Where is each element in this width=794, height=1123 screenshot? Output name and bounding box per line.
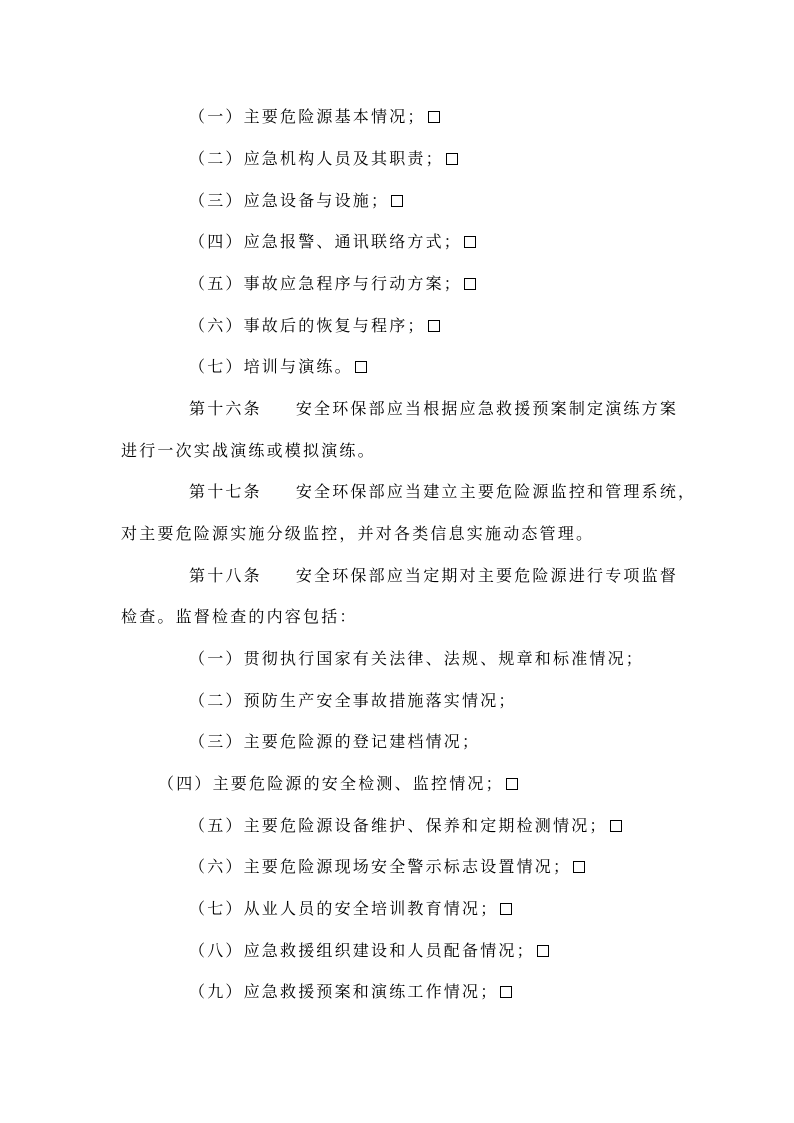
list-item-text: （六）主要危险源现场安全警示标志设置情况； [189,857,572,876]
checkbox-icon[interactable] [355,361,367,373]
list-item [189,357,367,377]
checkbox-icon[interactable] [428,320,440,332]
paragraph-text: 检查。监督检查的内容包括： [121,607,358,626]
list-item-text: （八）应急救援组织建设和人员配备情况； [189,941,535,960]
list-item-text: （一）主要危险源基本情况； [189,107,426,126]
checkbox-icon[interactable] [506,778,518,790]
checkbox-icon[interactable] [573,861,585,873]
article-paragraph [189,482,696,502]
list-item-text: （六）事故后的恢复与程序； [189,316,426,335]
paragraph-continuation [121,524,594,544]
checkbox-icon[interactable] [391,195,403,207]
checkbox-icon[interactable] [610,820,622,832]
list-item-text: （七）从业人员的安全培训教育情况； [189,899,499,918]
list-item-text: （一）贯彻执行国家有关法律、法规、规章和标准情况； [189,649,645,668]
article-paragraph [189,399,678,419]
paragraph-continuation [121,441,376,461]
list-item [189,316,440,336]
paragraph-text: 进行一次实战演练或模拟演练。 [121,441,376,460]
paragraph-text: 安全环保部应当根据应急救援预案制定演练方案 [295,399,679,418]
list-item [189,941,549,961]
list-item [189,732,480,752]
checkbox-icon[interactable] [446,153,458,165]
list-item [189,691,517,711]
paragraph-text: 安全环保部应当定期对主要危险源进行专项监督 [295,566,679,585]
checkbox-icon[interactable] [464,236,476,248]
paragraph-text: 安全环保部应当建立主要危险源监控和管理系统， [295,482,697,501]
list-item-text: （九）应急救援预案和演练工作情况； [189,982,499,1001]
article-number: 第十六条 [189,399,262,418]
list-item-text: （七）培训与演练。 [189,357,353,376]
list-item [189,857,585,877]
checkbox-icon[interactable] [428,111,440,123]
list-item-text: （五）事故应急程序与行动方案； [189,274,463,293]
list-item [189,899,512,919]
checkbox-icon[interactable] [500,986,512,998]
article-paragraph [189,566,678,586]
checkbox-icon[interactable] [464,278,476,290]
list-item-text: （三）应急设备与设施； [189,191,390,210]
article-number: 第十七条 [189,482,262,501]
list-item [189,649,644,669]
list-item-text: （四）主要危险源的安全检测、监控情况； [158,774,504,793]
list-item [189,191,403,211]
paragraph-continuation [121,607,358,627]
checkbox-icon[interactable] [500,903,512,915]
article-number: 第十八条 [189,566,262,585]
list-item-text: （四）应急报警、通讯联络方式； [189,232,463,251]
list-item [158,774,518,794]
list-item-text: （五）主要危险源设备维护、保养和定期检测情况； [189,816,608,835]
checkbox-icon[interactable] [537,945,549,957]
list-item [189,816,622,836]
list-item [189,232,476,252]
list-item [189,149,458,169]
list-item [189,982,512,1002]
list-item-text: （二）应急机构人员及其职责； [189,149,444,168]
list-item [189,107,440,127]
list-item [189,274,476,294]
paragraph-text: 对主要危险源实施分级监控，并对各类信息实施动态管理。 [121,524,595,543]
list-item-text: （三）主要危险源的登记建档情况； [189,732,481,751]
list-item-text: （二）预防生产安全事故措施落实情况； [189,691,517,710]
